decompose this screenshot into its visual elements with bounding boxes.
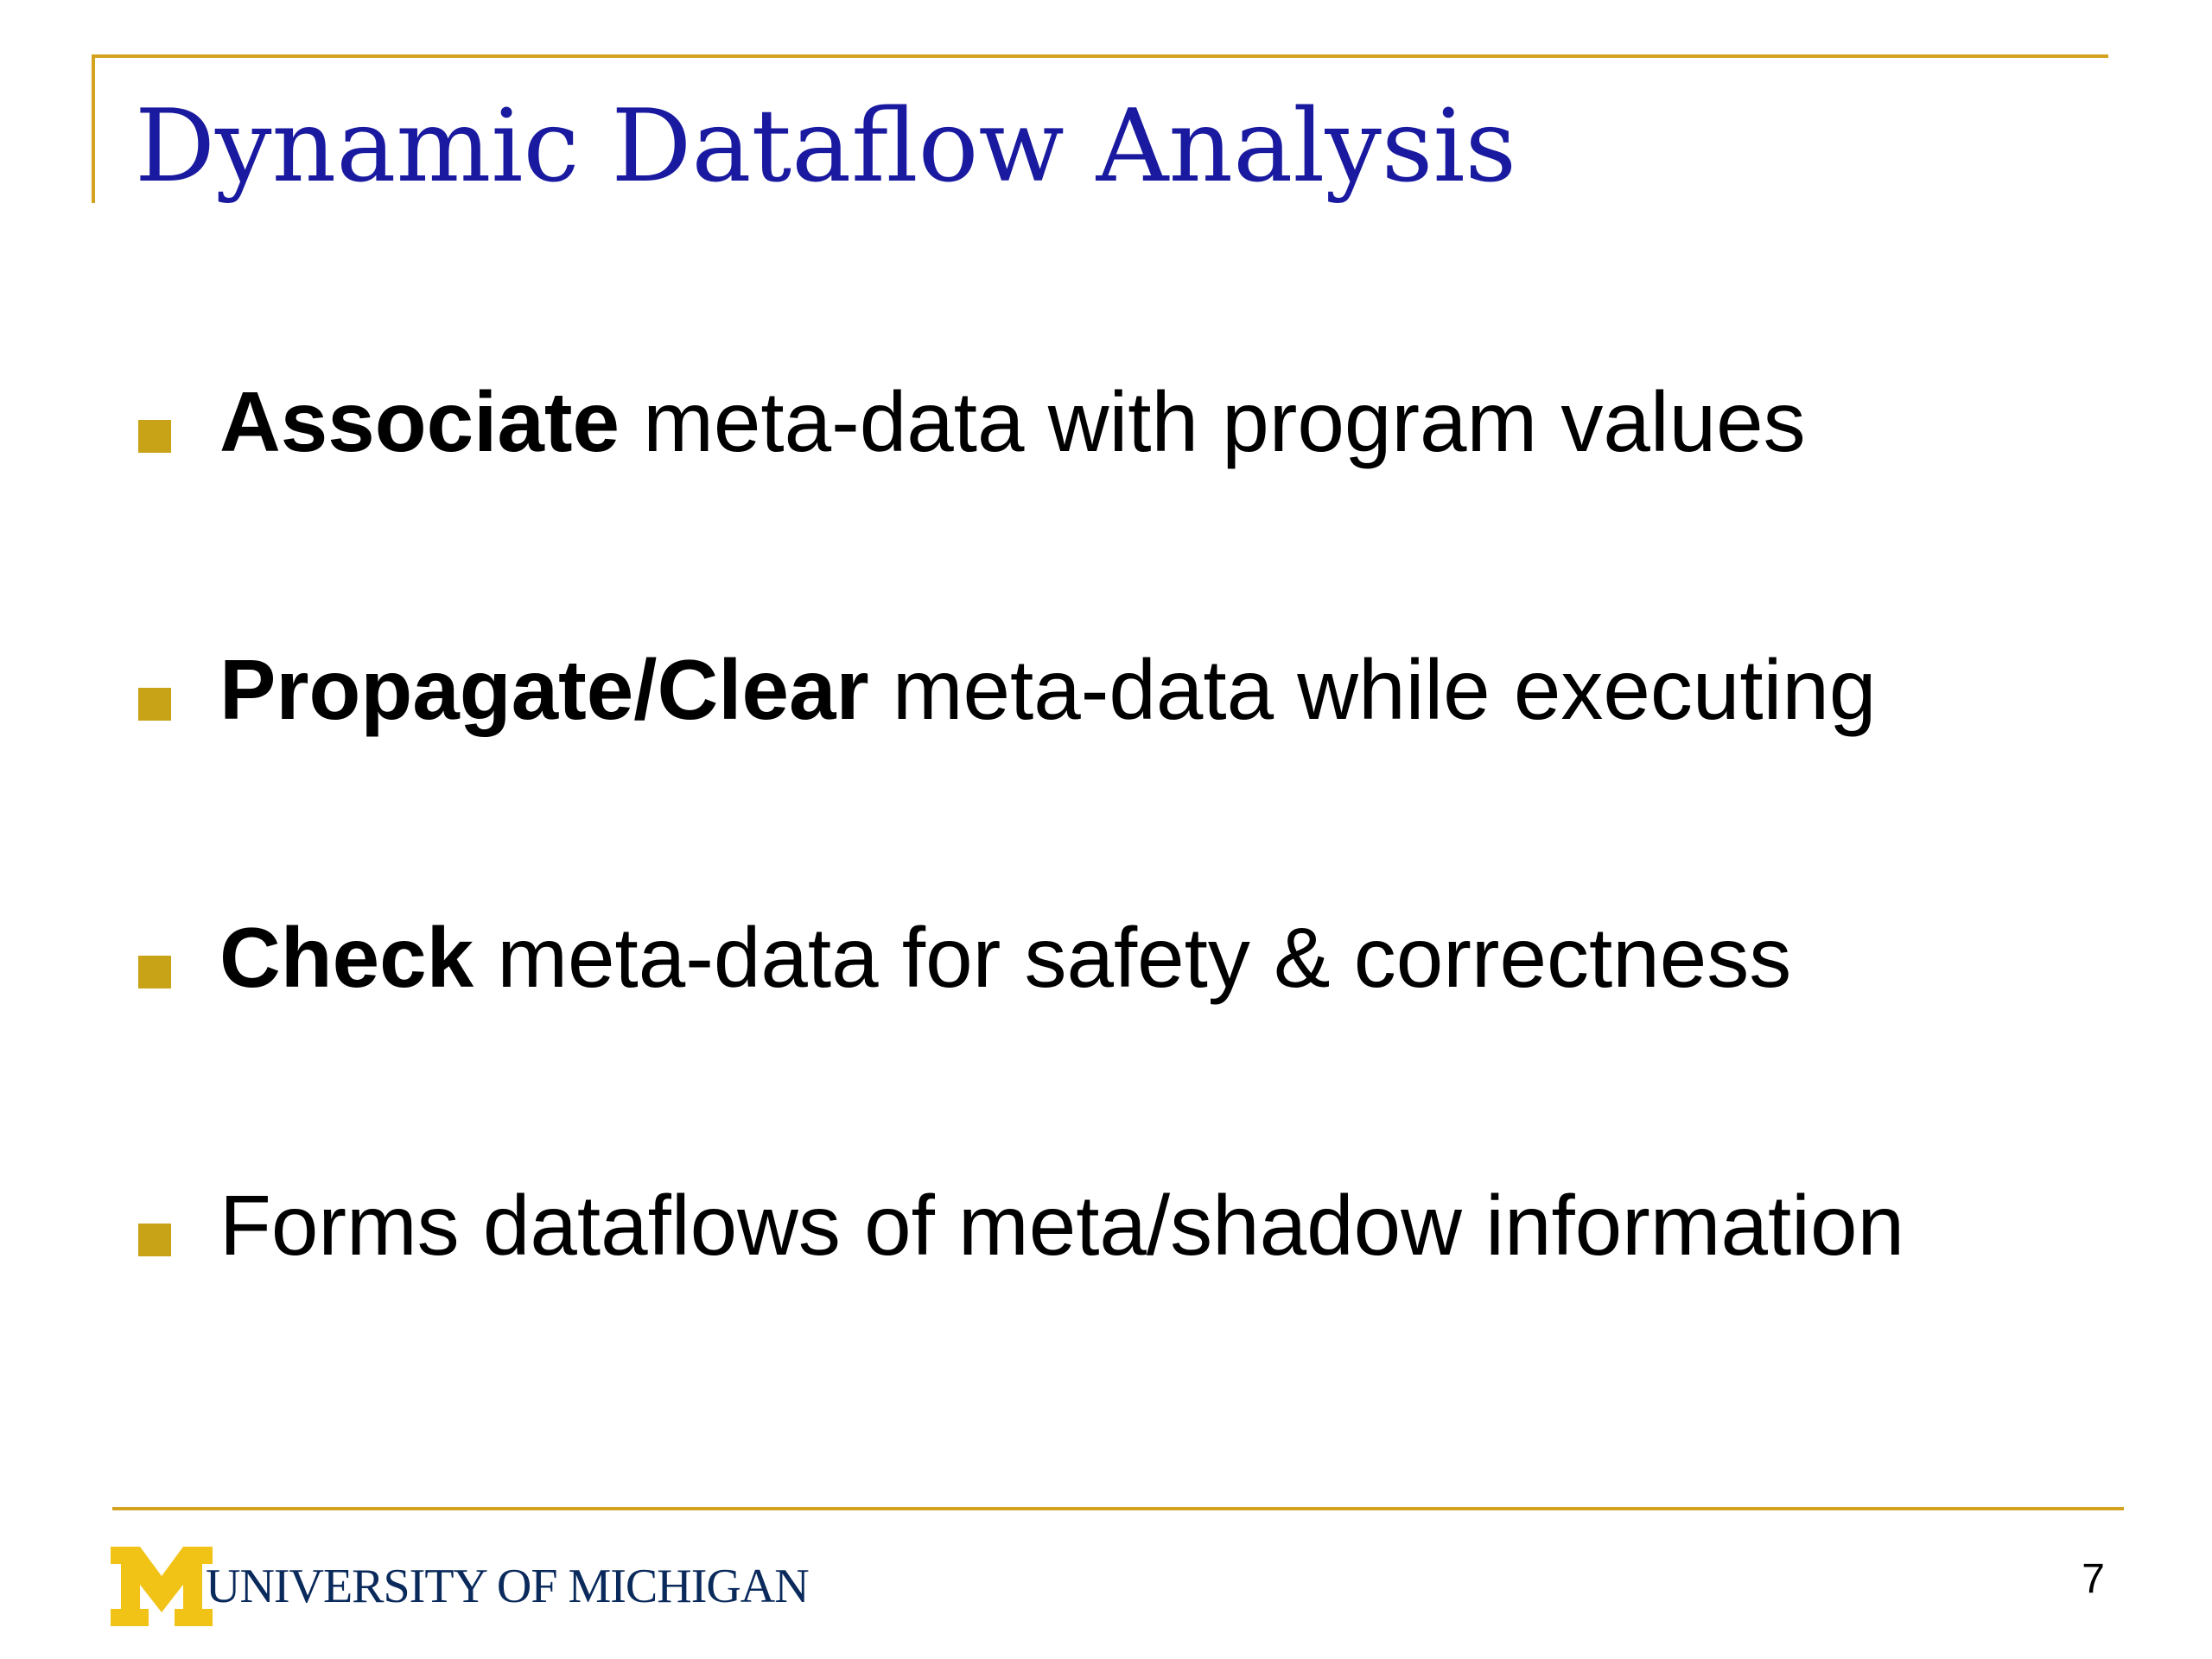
page-number: 7 [2082, 1556, 2105, 1602]
bullet-rest: meta-data for safety & correctness [474, 910, 1792, 1005]
bullet-list [138, 372, 1904, 1443]
logo-text: UNIVERSITY OF MICHIGAN [206, 1560, 809, 1613]
left-rule [92, 54, 95, 203]
bullet-text [219, 372, 1806, 474]
bullet-item [138, 372, 1904, 639]
bullet-text [219, 639, 1876, 741]
bullet-text [219, 1175, 1904, 1277]
bullet-item [138, 907, 1904, 1175]
square-bullet-icon [138, 420, 171, 453]
bullet-bold: Propagate/Clear [219, 642, 869, 737]
bullet-rest: Forms dataflows of meta/shadow information [219, 1178, 1904, 1273]
bottom-rule [112, 1507, 2124, 1510]
bullet-rest: meta-data while executing [868, 642, 1877, 737]
square-bullet-icon [138, 956, 171, 988]
bullet-bold: Check [219, 910, 474, 1005]
university-logo [111, 1547, 809, 1626]
bullet-text [219, 907, 1791, 1009]
top-rule [92, 54, 2108, 58]
square-bullet-icon [138, 1224, 171, 1256]
slide-title: Dynamic Dataflow Analysis [135, 88, 1517, 205]
square-bullet-icon [138, 688, 171, 721]
block-m-logo-icon [111, 1547, 213, 1626]
bullet-rest: meta-data with program values [620, 374, 1806, 469]
bullet-bold: Associate [219, 374, 620, 469]
bullet-item [138, 639, 1904, 907]
bullet-item [138, 1175, 1904, 1443]
